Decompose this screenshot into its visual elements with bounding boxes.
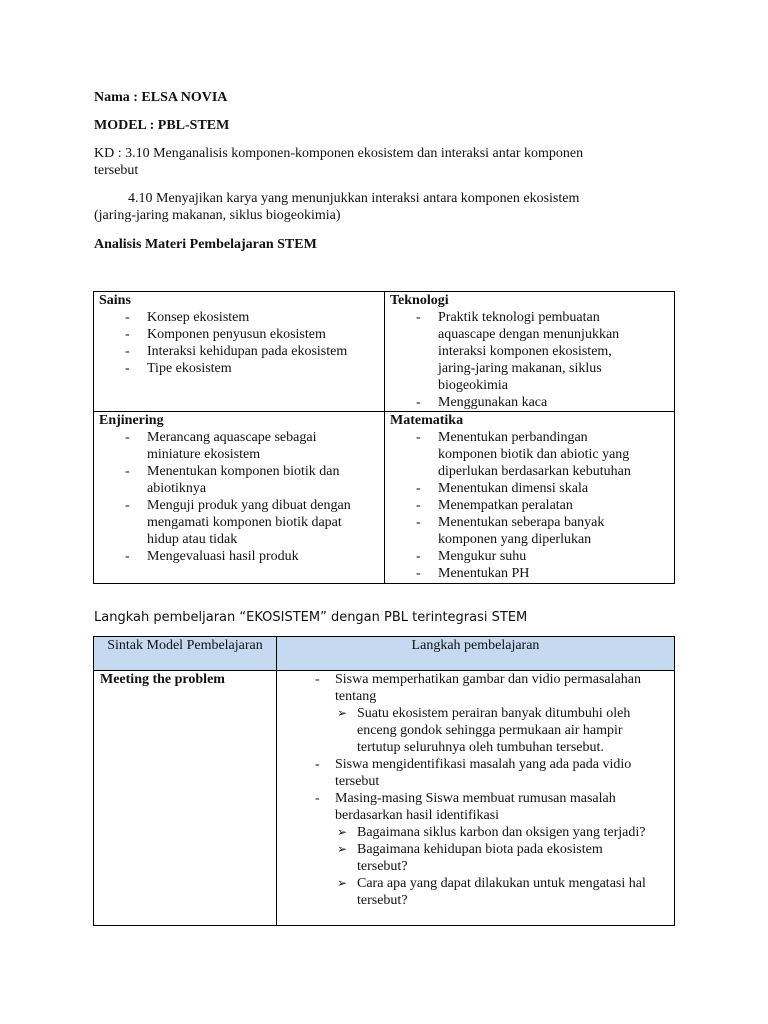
sub-text: Suatu ekosistem perairan banyak ditumbuhi oleh enceng gondok sehingga permukaan air hampir tertutup seluruhnya oleh tumbuhan tersebut.	[357, 706, 631, 755]
header-langkah	[277, 637, 675, 671]
sains-cell	[94, 292, 385, 412]
header-sintak	[94, 637, 277, 671]
teknologi-cell	[385, 292, 675, 412]
list-item	[335, 824, 651, 841]
teknologi-list	[390, 309, 670, 411]
sub-text: Bagaimana siklus karbon dan oksigen yang terjadi?	[357, 825, 646, 840]
header-langkah-label: Langkah pembelajaran	[411, 638, 540, 653]
list-item: - Siswa mengidentifikasi masalah yang ada pada vidio tersebut	[311, 756, 651, 790]
list-item	[335, 875, 651, 909]
list-item	[311, 671, 651, 756]
sub-list	[335, 824, 651, 909]
list-item: - Menempatkan peralatan	[414, 497, 640, 514]
list-item: - Praktik teknologi pembuatan aquascape dengan menunjukkan interaksi komponen ekosistem, jaring-jaring makanan, siklus biogeokimia	[414, 309, 648, 394]
header-sintak-label: Sintak Model Pembelajaran	[107, 638, 263, 653]
list-item: - Menentukan perbandingan komponen biotik dan abiotic yang diperlukan berdasarkan kebutuhan	[414, 429, 640, 480]
kd-line-1: KD : 3.10 Menganalisis komponen-komponen ekosistem dan interaksi antar komponen	[94, 146, 584, 161]
sub-text: Cara apa yang dapat dilakukan untuk mengatasi hal tersebut?	[357, 876, 646, 908]
matematika-list	[390, 429, 640, 582]
step-text: - Siswa memperhatikan gambar dan vidio permasalahan tentang	[335, 672, 641, 704]
langkah-table	[93, 636, 675, 926]
kd2-line-1: 4.10 Menyajikan karya yang menunjukkan interaksi antara komponen ekosistem	[128, 191, 580, 206]
row-label: Meeting the problem	[100, 672, 225, 687]
arrow-bullet-icon: ➢	[337, 825, 348, 839]
matematika-title: Matematika	[390, 413, 464, 428]
list-item: - Mengevaluasi hasil produk	[123, 548, 351, 565]
arrow-bullet-icon: ➢	[337, 876, 348, 890]
teknologi-title: Teknologi	[390, 293, 449, 308]
sains-list	[99, 309, 380, 377]
list-item	[311, 790, 651, 909]
list-item: - Merancang aquascape sebagai miniature ekosistem	[123, 429, 351, 463]
matematika-cell	[385, 412, 675, 584]
sub-list	[335, 705, 651, 756]
list-item: - Menentukan komponen biotik dan abiotiknya	[123, 463, 351, 497]
step-text: - Masing-masing Siswa membuat rumusan masalah berdasarkan hasil identifikasi	[335, 791, 616, 823]
student-name: Nama : ELSA NOVIA	[94, 90, 228, 105]
enjinering-title: Enjinering	[99, 413, 164, 428]
kd-line-2: tersebut	[94, 163, 139, 178]
langkah-list	[283, 671, 651, 909]
list-item: - Menguji produk yang dibuat dengan mengamati komponen biotik dapat hidup atau tidak	[123, 497, 351, 548]
kd2-line-2: (jaring-jaring makanan, siklus biogeokimia)	[94, 208, 341, 223]
list-item: - Menggunakan kaca	[414, 394, 670, 411]
langkah-cell	[277, 671, 675, 926]
sub-text: Bagaimana kehidupan biota pada ekosistem tersebut?	[357, 842, 603, 874]
list-item: - Menentukan dimensi skala	[414, 480, 640, 497]
model-label: MODEL : PBL-STEM	[94, 118, 230, 133]
list-item	[335, 841, 651, 875]
langkah-title: Langkah pembeljaran “EKOSISTEM” dengan PBL terintegrasi STEM	[94, 610, 528, 625]
list-item: - Mengukur suhu	[414, 548, 640, 565]
enjinering-cell	[94, 412, 385, 584]
enjinering-list	[99, 429, 351, 565]
sains-title: Sains	[99, 293, 131, 308]
arrow-bullet-icon: ➢	[337, 842, 348, 856]
list-item	[335, 705, 651, 756]
analisis-title: Analisis Materi Pembelajaran STEM	[94, 237, 317, 252]
list-item: - Menentukan seberapa banyak komponen yang diperlukan	[414, 514, 640, 548]
list-item: - Konsep ekosistem	[123, 309, 380, 326]
meeting-problem-cell	[94, 671, 277, 926]
list-item: - Interaksi kehidupan pada ekosistem	[123, 343, 380, 360]
list-item: - Menentukan PH	[414, 565, 640, 582]
arrow-bullet-icon: ➢	[337, 706, 348, 720]
list-item: - Tipe ekosistem	[123, 360, 380, 377]
stem-analysis-table	[93, 291, 675, 584]
list-item: - Komponen penyusun ekosistem	[123, 326, 380, 343]
